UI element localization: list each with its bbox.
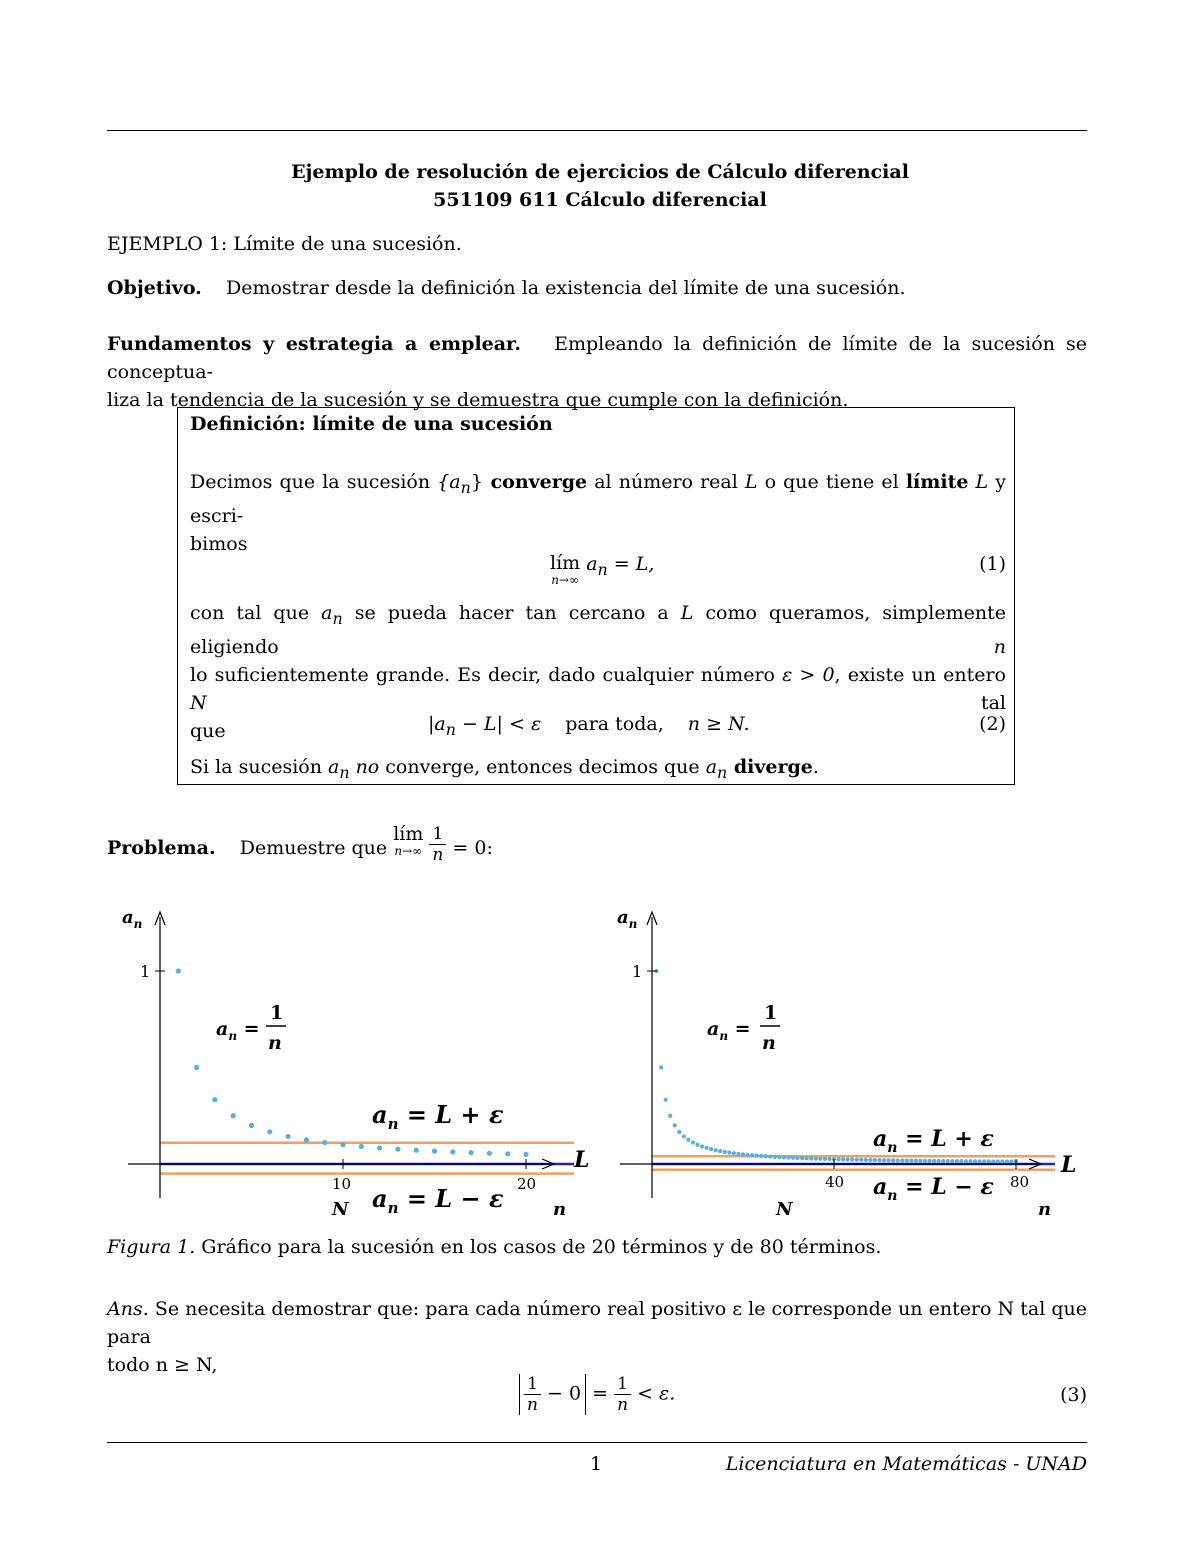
def-p1-limite: límite	[905, 471, 969, 493]
data-point-right-41	[836, 1157, 840, 1161]
data-point-right-37	[818, 1157, 822, 1161]
data-point-right-34	[805, 1156, 809, 1160]
figure-caption	[107, 1233, 1087, 1261]
data-point-right-22	[750, 1153, 754, 1157]
def-p2-L: L	[680, 602, 694, 624]
data-point-right-62	[932, 1159, 936, 1163]
svg-text:n: n	[762, 1032, 776, 1054]
def-p2-an-sub: n	[332, 608, 343, 628]
data-point-right-17	[727, 1151, 731, 1155]
equation-2	[190, 713, 1006, 741]
answer-line2: todo n ≥ N,	[107, 1354, 218, 1376]
data-point-right-78	[1005, 1159, 1009, 1163]
def-p2-n: n	[993, 635, 1006, 658]
def-p1-g: y escri-	[190, 471, 1006, 527]
data-point-right-70	[968, 1159, 972, 1163]
problem-frac-den: n	[432, 845, 444, 865]
answer-paragraph	[107, 1295, 1087, 1379]
data-point-left-11	[359, 1144, 364, 1149]
def-p1-d: o que tiene el	[757, 471, 906, 493]
data-point-right-14	[714, 1148, 718, 1152]
data-point-right-77	[1000, 1159, 1004, 1163]
x-tick-label-80-right: 80	[1010, 1173, 1030, 1191]
data-point-right-3	[664, 1098, 668, 1102]
eq3-f2-den: n	[617, 1395, 629, 1415]
data-point-right-27	[773, 1155, 777, 1159]
svg-text:n: n	[268, 1032, 282, 1054]
data-point-right-66	[950, 1159, 954, 1163]
x-label-right: n	[1038, 1199, 1052, 1220]
data-point-left-16	[450, 1149, 455, 1154]
data-point-right-33	[800, 1156, 804, 1160]
data-point-right-50	[877, 1158, 881, 1162]
lower-band-label-right: $a_n = L - \varepsilon$	[873, 1174, 994, 1204]
data-point-right-68	[959, 1159, 963, 1163]
data-point-right-23	[755, 1154, 759, 1158]
N-label-left: N	[332, 1199, 349, 1220]
x-label-left: n	[553, 1199, 567, 1220]
data-point-right-26	[768, 1154, 772, 1158]
data-point-right-52	[887, 1158, 891, 1162]
data-point-right-60	[923, 1159, 927, 1163]
data-point-left-7	[286, 1134, 291, 1139]
objective-label: Objetivo.	[107, 277, 202, 299]
data-point-right-24	[759, 1154, 763, 1158]
data-point-right-72	[978, 1159, 982, 1163]
data-point-left-8	[304, 1137, 309, 1142]
data-point-right-4	[668, 1114, 672, 1118]
caption-label: Figura 1.	[107, 1236, 196, 1258]
def-p2-line2: lo suficientemente grande. Es decir, dado cualquier número	[190, 663, 783, 686]
problem-text: Demuestre que	[239, 837, 388, 859]
problem-rest: = 0:	[452, 837, 493, 859]
figure-left	[110, 895, 610, 1225]
L-label-left: L	[574, 1147, 590, 1173]
data-point-right-48	[868, 1158, 872, 1162]
def-p3-b: converge, entonces decimos que	[379, 756, 706, 778]
problem-fraction	[429, 824, 446, 865]
eq3-frac2	[614, 1374, 631, 1415]
problem-lim-word: lím	[393, 823, 424, 845]
data-point-right-51	[882, 1158, 886, 1162]
data-point-right-43	[846, 1157, 850, 1161]
data-point-right-64	[941, 1159, 945, 1163]
equation-3	[107, 1370, 1087, 1430]
data-point-left-10	[340, 1142, 345, 1147]
data-point-right-54	[896, 1158, 900, 1162]
svg-text:an =: $a_n$ =	[216, 1018, 260, 1043]
L-label-right: L	[1061, 1152, 1077, 1178]
data-point-left-18	[487, 1151, 492, 1156]
definition-box	[177, 407, 1015, 785]
band-lines-left	[160, 1143, 574, 1174]
formula-left	[216, 1002, 286, 1054]
data-point-right-57	[909, 1159, 913, 1163]
top-rule	[107, 130, 1087, 131]
strategy-paragraph	[107, 330, 1087, 414]
caption-text: Gráfico para la sucesión en los casos de 20 términos y de 80 términos.	[195, 1236, 882, 1258]
eq2-text: para toda,	[565, 713, 664, 735]
def-p3-an: a	[328, 756, 340, 778]
def-p2-line2c: tal	[206, 691, 1006, 714]
data-point-right-67	[955, 1159, 959, 1163]
data-point-right-6	[677, 1130, 681, 1134]
page-subtitle: 551109 611 Cálculo diferencial	[433, 189, 767, 211]
objective-paragraph	[107, 274, 1087, 302]
data-point-right-15	[718, 1149, 722, 1153]
answer-line1: Se necesita demostrar que: para cada número real positivo ε le corresponde un entero N tal que para	[107, 1298, 1087, 1348]
data-point-right-63	[937, 1159, 941, 1163]
def-p2-c: como queramos, simplemente eligiendo	[190, 602, 1006, 658]
def-p1-seq: {a	[437, 471, 461, 493]
def-p3-no: no	[349, 756, 380, 778]
def-p1-a: Decimos que la sucesión	[190, 471, 438, 493]
data-point-right-61	[927, 1159, 931, 1163]
def-p2-a: con tal que	[190, 602, 322, 624]
data-point-right-58	[914, 1159, 918, 1163]
data-point-right-44	[850, 1158, 854, 1162]
y-tick-label-left: 1	[140, 962, 151, 981]
def-p3-an-sub: n	[339, 762, 350, 782]
def-p1-L2: L	[968, 471, 989, 493]
data-point-right-39	[827, 1157, 831, 1161]
data-point-right-13	[709, 1147, 713, 1151]
problem-line	[107, 806, 1087, 866]
equation-1	[190, 552, 1006, 587]
def-p1-converge: converge	[482, 471, 588, 493]
eq3-abs	[519, 1374, 586, 1415]
data-point-right-10	[695, 1143, 699, 1147]
upper-band-label-left: $a_n = L + \varepsilon$	[372, 1100, 504, 1133]
eq3-f2-num: 1	[614, 1374, 631, 1395]
data-point-right-30	[786, 1155, 790, 1159]
def-p3-end: .	[812, 756, 819, 778]
figure-right	[605, 895, 1105, 1225]
eq3-number: (3)	[1060, 1384, 1087, 1406]
data-point-left-19	[505, 1151, 510, 1156]
eq3-f1-den: n	[527, 1395, 538, 1415]
def-p3-an2-sub: n	[717, 762, 728, 782]
bottom-rule	[107, 1442, 1087, 1443]
eq3-frac1	[524, 1374, 541, 1415]
strategy-text-2: liza la tendencia de la sucesión y se demuestra que cumple con la definición.	[107, 389, 849, 411]
data-point-left-12	[377, 1145, 382, 1150]
data-point-right-73	[982, 1159, 986, 1163]
data-point-right-46	[859, 1158, 863, 1162]
definition-title: Definición: límite de una sucesión	[190, 413, 553, 435]
data-point-right-12	[705, 1146, 709, 1150]
y-tick-label-right: 1	[632, 962, 643, 981]
data-point-left-9	[322, 1140, 327, 1145]
data-point-right-53	[891, 1158, 895, 1162]
data-point-right-35	[809, 1156, 813, 1160]
definition-paragraph-1	[190, 468, 1006, 558]
data-point-left-14	[414, 1148, 419, 1153]
data-point-right-20	[741, 1152, 745, 1156]
def-p1-h: bimos	[190, 532, 248, 555]
def-p3-diverge: diverge	[727, 756, 813, 778]
data-point-right-71	[973, 1159, 977, 1163]
svg-text:1: 1	[270, 1002, 284, 1024]
data-point-right-76	[996, 1159, 1000, 1163]
data-point-left-2	[194, 1065, 199, 1070]
def-p1-seq-close: }	[470, 471, 483, 493]
example-heading-text: EJEMPLO 1: Límite de una sucesión.	[107, 233, 462, 255]
data-point-left-13	[395, 1147, 400, 1152]
data-point-right-74	[987, 1159, 991, 1163]
def-p2-an: a	[321, 602, 333, 624]
data-point-left-20	[523, 1152, 528, 1157]
data-point-right-11	[700, 1144, 704, 1148]
problem-label: Problema.	[107, 837, 216, 859]
data-point-right-65	[946, 1159, 950, 1163]
eq1-lim	[550, 553, 580, 587]
data-point-right-38	[823, 1157, 827, 1161]
data-point-right-16	[723, 1150, 727, 1154]
eq1-lim-sub: n→∞	[551, 573, 579, 587]
data-point-right-55	[900, 1158, 904, 1162]
def-p2-b: se pueda hacer tan cercano a	[342, 602, 681, 624]
eq1-number: (1)	[979, 553, 1006, 575]
def-p2-line2b: , existe un entero	[834, 663, 1006, 686]
data-point-left-6	[267, 1129, 272, 1134]
def-p2-line3: que	[190, 719, 226, 742]
x-tick-label-40-right: 40	[825, 1173, 845, 1191]
data-point-right-56	[905, 1158, 909, 1162]
data-point-right-75	[991, 1159, 995, 1163]
eq3-end: < ε.	[637, 1382, 676, 1405]
data-point-right-47	[864, 1158, 868, 1162]
data-point-right-8	[686, 1138, 690, 1142]
y-label-left: $a_n$	[122, 907, 143, 931]
data-point-right-18	[732, 1151, 736, 1155]
eq3-f1-num: 1	[524, 1374, 541, 1395]
def-p1-seq-sub: n	[460, 477, 471, 497]
problem-lim	[393, 824, 423, 858]
data-point-left-4	[231, 1113, 236, 1118]
N-label-right: N	[776, 1199, 793, 1220]
def-p2-N: N	[190, 691, 207, 714]
data-point-right-49	[873, 1158, 877, 1162]
data-point-right-28	[777, 1155, 781, 1159]
problem-lim-sub: n→∞	[394, 844, 423, 858]
data-point-right-19	[736, 1152, 740, 1156]
eq1-body: a	[586, 553, 598, 575]
data-point-right-9	[691, 1140, 695, 1144]
def-p3-an2: a	[705, 756, 718, 778]
lower-band-label-left: $a_n = L - \varepsilon$	[372, 1184, 504, 1217]
formula-right	[707, 1002, 780, 1054]
data-point-right-32	[796, 1156, 800, 1160]
def-p3-a: Si la sucesión	[190, 756, 328, 778]
def-p1-L: L	[744, 471, 758, 493]
data-point-right-2	[659, 1065, 663, 1069]
eq2-mid: − L| < ε	[455, 713, 542, 735]
def-p1-c: al número real	[587, 471, 745, 493]
data-point-right-69	[964, 1159, 968, 1163]
page-number: 1	[590, 1453, 603, 1475]
upper-band-label-right: $a_n = L + \varepsilon$	[873, 1126, 994, 1156]
x-tick-label-10-left: 10	[332, 1175, 352, 1193]
data-point-right-45	[855, 1158, 859, 1162]
data-point-right-79	[1009, 1159, 1013, 1163]
data-point-right-31	[791, 1156, 795, 1160]
data-point-left-3	[212, 1097, 217, 1102]
svg-text:1: 1	[764, 1002, 778, 1024]
data-point-right-36	[814, 1157, 818, 1161]
eq2-cond: n ≥ N.	[687, 713, 750, 735]
eq2-sub: n	[445, 719, 456, 739]
data-point-left-15	[432, 1149, 437, 1154]
eq3-mid: − 0	[547, 1382, 582, 1405]
answer-label: Ans.	[107, 1298, 149, 1320]
data-point-right-5	[673, 1123, 677, 1127]
definition-paragraph-3	[190, 753, 1006, 787]
svg-text:an =: $a_n$ =	[707, 1018, 751, 1043]
data-point-left-17	[469, 1150, 474, 1155]
eq1-lim-word: lím	[550, 552, 581, 574]
footer-institution: Licenciatura en Matemáticas - UNAD	[725, 1453, 1087, 1475]
problem-frac-num: 1	[429, 824, 446, 845]
strategy-label: Fundamentos y estrategia a emplear.	[107, 333, 521, 355]
data-point-right-7	[682, 1134, 686, 1138]
eq3-eq: =	[592, 1382, 609, 1405]
eq2-number: (2)	[979, 713, 1006, 735]
eq1-body-sub: n	[597, 559, 608, 579]
strategy-text-1: Empleando la definición de límite de la sucesión se conceptua-	[107, 333, 1087, 383]
def-p2-eps: ε > 0	[782, 663, 835, 686]
eq1-rest: = L,	[607, 553, 655, 575]
data-point-right-29	[782, 1155, 786, 1159]
data-point-right-59	[918, 1159, 922, 1163]
data-point-left-1	[176, 968, 181, 973]
data-point-right-25	[764, 1154, 768, 1158]
example-heading	[107, 230, 1087, 258]
eq2-left: |a	[428, 713, 446, 735]
data-point-right-21	[745, 1153, 749, 1157]
objective-text: Demostrar desde la definición la existencia del límite de una sucesión.	[225, 277, 906, 299]
page-title: Ejemplo de resolución de ejercicios de Cálculo diferencial	[291, 161, 909, 183]
y-label-right: $a_n$	[617, 907, 638, 931]
x-tick-label-20-left: 20	[517, 1175, 537, 1193]
data-point-left-5	[249, 1123, 254, 1128]
data-point-right-42	[841, 1157, 845, 1161]
